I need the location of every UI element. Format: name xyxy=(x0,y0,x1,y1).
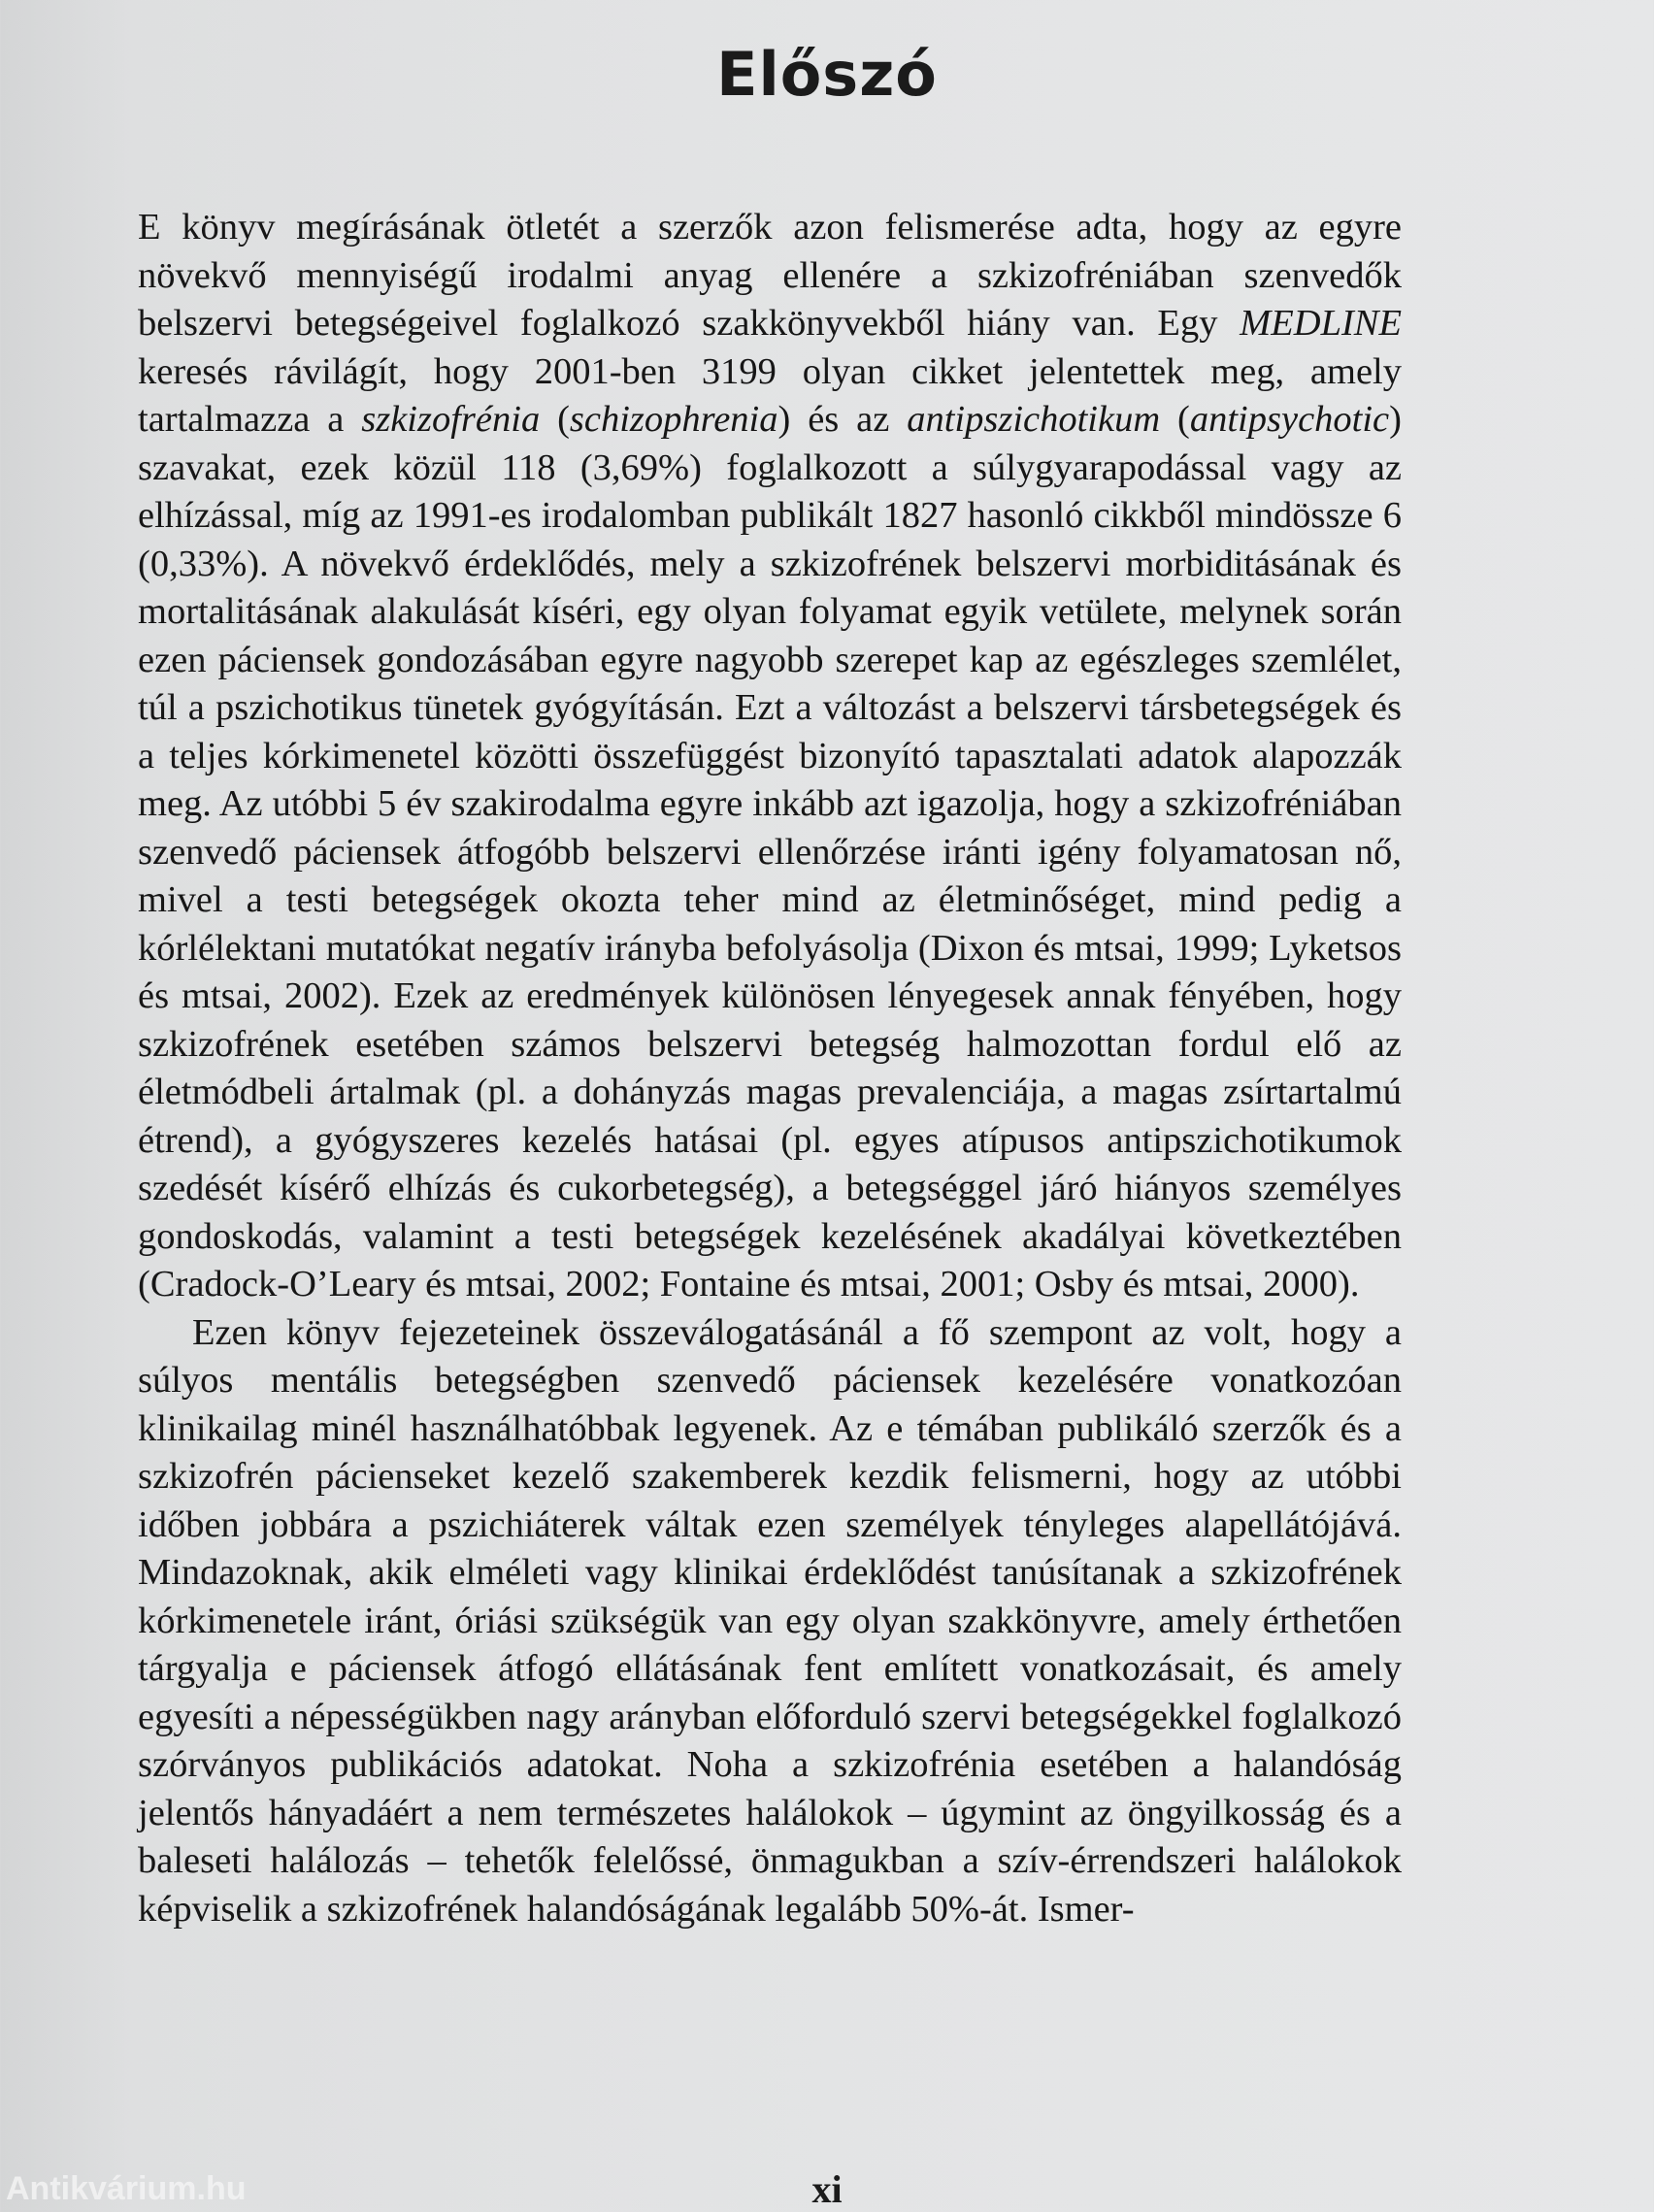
body-text xyxy=(138,204,1402,1933)
text-run: ( xyxy=(1160,399,1190,440)
watermark-text: Antikvárium.hu xyxy=(6,2170,247,2207)
italic-term: antipsychotic xyxy=(1189,399,1390,440)
paragraph-1 xyxy=(138,204,1402,1309)
text-run: keresés rávilágít, hogy 2001-ben 3199 olyan cikket jelentettek meg, amely tartalmazza a xyxy=(138,350,1402,440)
text-run: E könyv megírásának ötletét a szerzők azon felismerése adta, hogy az egyre növekvő mennyiségű irodalmi anyag ellenére a szkizofréniában szenvedők belszervi betegségeivel foglalkozó szakkönyvekből hiány van. Egy xyxy=(138,207,1402,344)
italic-term: MEDLINE xyxy=(1240,303,1402,344)
italic-term: schizophrenia xyxy=(569,399,778,440)
text-run: ) és az xyxy=(777,399,908,440)
paragraph-2 xyxy=(138,1309,1402,1934)
text-run: Ezen könyv fejezeteinek összeválogatásánál a fő szempont az volt, hogy a súlyos mentális betegségben szenvedő páciensek kezelésére vonatkozóan klinikailag minél használhatóbbak legyenek. Az e témában publikáló szerzők és a szkizofrén pácienseket kezelő szakemberek kezdik felismerni, hogy az utóbbi időben jobbára a pszichiáterek váltak ezen személyek tényleges alapellátójává. Mindazoknak, akik elméleti vagy klinikai érdeklődést tanúsítanak a szkizofrének kórkimenetele iránt, óriási szükségük van egy olyan szakkönyvre, amely érthetően tárgyalja e páciensek átfogó ellátásának fent említett vonatkozásait, és amely egyesíti a népességükben nagy arányban előforduló szervi betegségekkel foglalkozó szórványos publikációs adatokat. Noha a szkizofrénia esetében a halandóság jelentős hányadáért a nem természetes halálokok – úgymint az öngyilkosság és a baleseti halálozás – tehetők felelőssé, önmagukban a szív-érrendszeri halálokok képviselik a szkizofrének halandóságának legalább 50%-át. Ismer- xyxy=(138,1311,1402,1930)
italic-term: antipszichotikum xyxy=(907,399,1161,440)
page-title: Előszó xyxy=(716,39,938,110)
page-number: xi xyxy=(811,2167,843,2211)
text-run: ) szavakat, ezek közül 118 (3,69%) foglalkozott a súlygyarapodással vagy az elhízással, míg az 1991-es irodalomban publikált 1827 hasonló cikkből mindössze 6 (0,33%). A növekvő érdeklődés, mely a szkizofrének belszervi morbiditásának és mortalitásának alakulását kíséri, egy olyan folyamat egyik vetülete, melynek során ezen páciensek gondozásában egyre nagyobb szerepet kap az egészleges szemlélet, túl a pszichotikus tünetek gyógyításán. Ezt a változást a belszervi társbetegségek és a teljes kórkimenetel közötti összefüggést bizonyító tapasztalati adatok alapozzák meg. Az utóbbi 5 év szakirodalma egyre inkább azt igazolja, hogy a szkizofréniában szenvedő páciensek átfogóbb belszervi ellenőrzése iránti igény folyamatosan nő, mivel a testi betegségek okozta teher mind az életminőséget, mind pedig a kórlélektani mutatókat negatív irányba befolyásolja (Dixon és mtsai, 1999; Lyketsos és mtsai, 2002). Ezek az eredmények különösen lényegesek annak fényében, hogy szkizofrének esetében számos belszervi betegség halmozottan fordul elő az életmódbeli ártalmak (pl. a dohányzás magas prevalenciája, a magas zsírtartalmú étrend), a gyógyszeres kezelés hatásai (pl. egyes atípusos antipszichotikumok szedését kísérő elhízás és cukorbetegség), a betegséggel járó hiányos személyes gondoskodás, valamint a testi betegségek kezelésének akadályai következtében (Cradock-O’Leary és mtsai, 2002; Fontaine és mtsai, 2001; Osby és mtsai, 2000). xyxy=(138,399,1402,1304)
italic-term: szkizofrénia xyxy=(361,399,541,440)
text-run: ( xyxy=(540,399,570,440)
